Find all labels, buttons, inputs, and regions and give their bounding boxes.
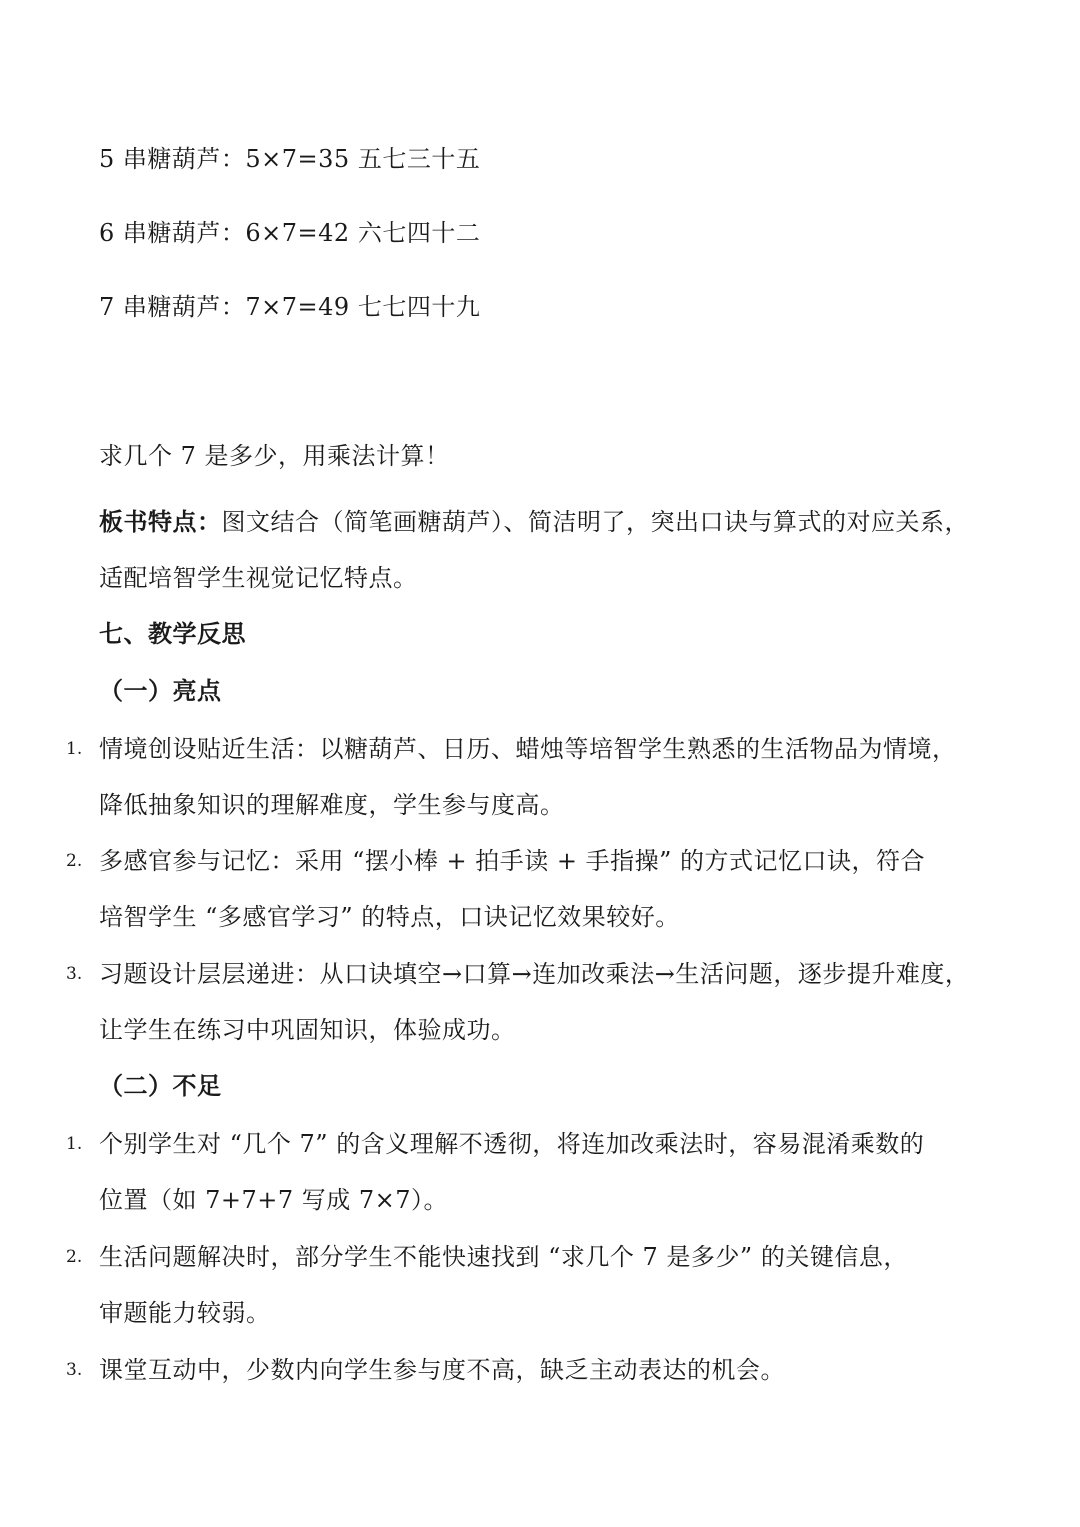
board-line-5: 5 串糖葫芦：5×7=35 五七三十五 <box>99 145 481 173</box>
list-number: 3. <box>66 964 83 984</box>
list-item-line: 位置（如 7+7+7 写成 7×7）。 <box>99 1186 449 1214</box>
list-item-line: 习题设计层层递进：从口诀填空→口算→连加改乘法→生活问题，逐步提升难度， <box>99 960 970 988</box>
list-number: 2. <box>66 1247 83 1267</box>
list-number: 3. <box>66 1360 83 1380</box>
board-line-7: 7 串糖葫芦：7×7=49 七七四十九 <box>99 293 481 321</box>
board-feature-text: 图文结合（简笔画糖葫芦）、简洁明了，突出口诀与算式的对应关系， <box>221 508 969 536</box>
board-feature-line1 <box>99 507 969 537</box>
list-number: 1. <box>66 739 83 759</box>
board-feature-line2: 适配培智学生视觉记忆特点。 <box>99 564 418 592</box>
list-item-line: 多感官参与记忆：采用 “摆小棒 + 拍手读 + 手指操” 的方式记忆口诀，符合 <box>99 847 926 875</box>
section-heading: 七、教学反思 <box>99 619 246 648</box>
list-number: 2. <box>66 851 83 871</box>
list-item-line: 个别学生对 “几个 7” 的含义理解不透彻，将连加改乘法时，容易混淆乘数的 <box>99 1130 925 1158</box>
board-feature-label: 板书特点： <box>99 507 222 536</box>
board-line-6: 6 串糖葫芦：6×7=42 六七四十二 <box>99 219 481 247</box>
list-item-line: 情境创设贴近生活：以糖葫芦、日历、蜡烛等培智学生熟悉的生活物品为情境， <box>99 735 957 763</box>
list-item-line: 审题能力较弱。 <box>99 1299 271 1327</box>
list-item-line: 课堂互动中，少数内向学生参与度不高，缺乏主动表达的机会。 <box>99 1356 785 1384</box>
list-item-line: 降低抽象知识的理解难度，学生参与度高。 <box>99 791 565 819</box>
list-item-line: 培智学生 “多感官学习” 的特点，口诀记忆效果较好。 <box>99 903 680 931</box>
summary-line: 求几个 7 是多少，用乘法计算！ <box>99 442 450 470</box>
subsection-highlights-title: （一）亮点 <box>99 676 222 705</box>
list-number: 1. <box>66 1134 83 1154</box>
list-item-line: 让学生在练习中巩固知识，体验成功。 <box>99 1016 516 1044</box>
list-item-line: 生活问题解决时，部分学生不能快速找到 “求几个 7 是多少” 的关键信息， <box>99 1243 908 1271</box>
subsection-shortcomings-title: （二）不足 <box>99 1071 222 1100</box>
